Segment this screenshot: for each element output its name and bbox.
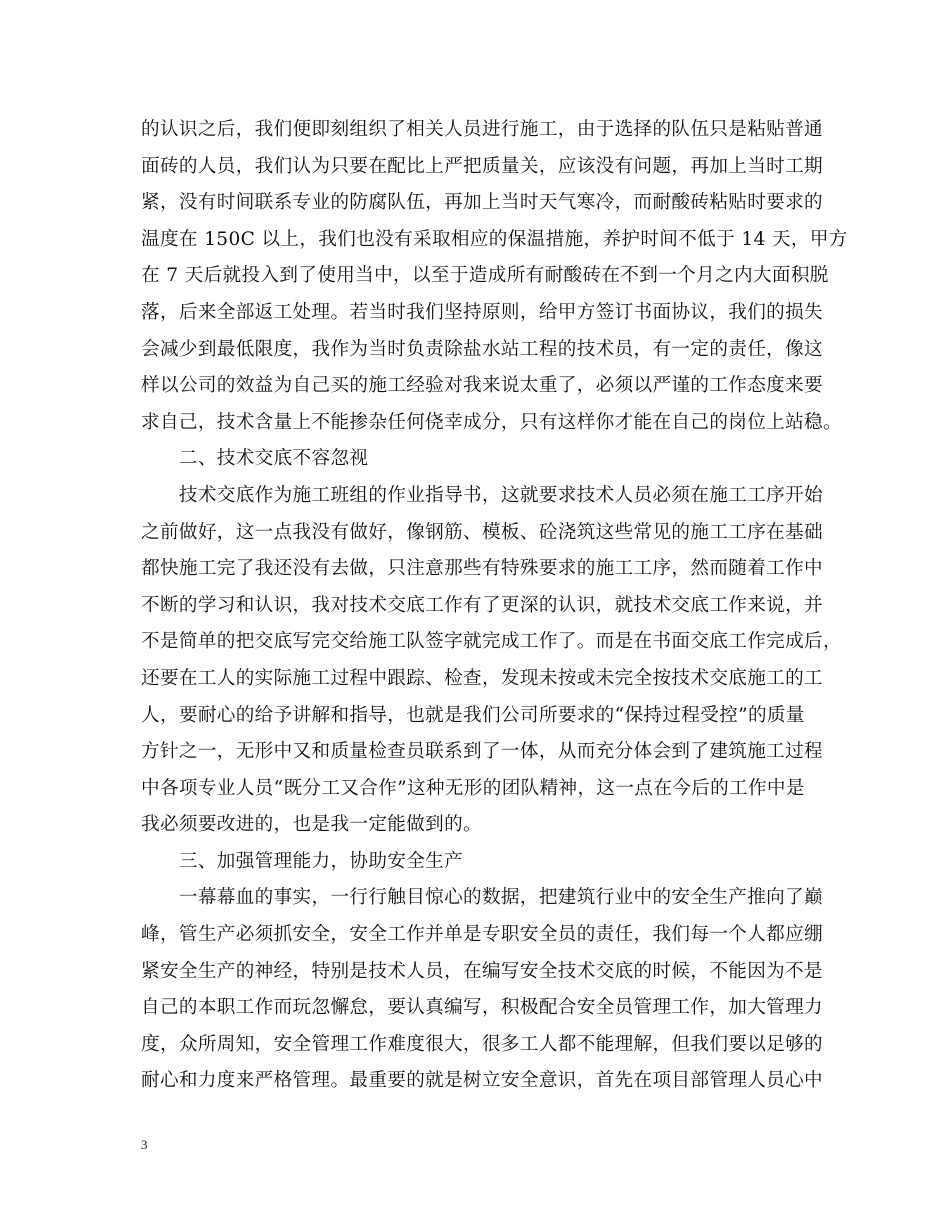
text-line: 一幕幕血的事实，一行行触目惊心的数据，把建筑行业中的安全生产推向了巅 xyxy=(141,887,823,909)
text-line: 不是简单的把交底写完交给施工队签字就完成工作了。而是在书面交底工作完成后， xyxy=(141,631,842,653)
section-heading: 二、技术交底不容忽视 xyxy=(141,448,369,470)
text-line: 技术交底作为施工班组的作业指导书，这就要求技术人员必须在施工工序开始 xyxy=(141,484,823,506)
text-line: 中各项专业人员“既分工又合作”这种无形的团队精神，这一点在今后的工作中是 xyxy=(141,777,805,799)
text-line: 人，要耐心的给予讲解和指导，也就是我们公司所要求的“保持过程受控”的质量 xyxy=(141,704,805,726)
text-line: 自己的本职工作而玩忽懈怠，要认真编写，积极配合安全员管理工作，加大管理力 xyxy=(141,997,823,1019)
text-line: 会减少到最低限度，我作为当时负责除盐水站工程的技术员，有一定的责任，像这 xyxy=(141,338,823,360)
text-line: 的认识之后，我们便即刻组织了相关人员进行施工，由于选择的队伍只是粘贴普通 xyxy=(141,119,823,140)
text-line: 紧，没有时间联系专业的防腐队伍，再加上当时天气寒冷，而耐酸砖粘贴时要求的 xyxy=(141,192,823,214)
text-line: 求自己，技术含量上不能掺杂任何侥幸成分，只有这样你才能在自己的岗位上站稳。 xyxy=(141,411,842,433)
document-body xyxy=(141,112,848,1100)
text-line: 峰，管生产必须抓安全，安全工作并单是专职安全员的责任，我们每一个人都应绷 xyxy=(141,924,823,946)
text-line: 还要在工人的实际施工过程中跟踪、检查，发现未按或未完全按技术交底施工的工 xyxy=(141,667,823,689)
text-line: 在 7 天后就投入到了使用当中，以至于造成所有耐酸砖在不到一个月之内大面积脱 xyxy=(141,265,829,287)
text-line: 紧安全生产的神经，特别是技术人员，在编写安全技术交底的时候，不能因为不是 xyxy=(141,960,823,982)
text-line: 方针之一，无形中又和质量检查员联系到了一体，从而充分体会到了建筑施工过程 xyxy=(141,741,823,763)
text-line: 都快施工完了我还没有去做，只注意那些有特殊要求的施工工序，然而随着工作中 xyxy=(141,558,823,580)
text-line: 落，后来全部返工处理。若当时我们坚持原则，给甲方签订书面协议，我们的损失 xyxy=(141,301,823,323)
text-line: 我必须要改进的，也是我一定能做到的。 xyxy=(141,814,482,836)
text-line: 度，众所周知，安全管理工作难度很大，很多工人都不能理解，但我们要以足够的 xyxy=(141,1033,823,1055)
text-line: 之前做好，这一点我没有做好，像钢筋、模板、砼浇筑这些常见的施工工序在基础 xyxy=(141,521,823,543)
text-line: 面砖的人员，我们认为只要在配比上严把质量关，应该没有问题，再加上当时工期 xyxy=(141,155,823,177)
text-line: 样以公司的效益为自己买的施工经验对我来说太重了，必须以严谨的工作态度来要 xyxy=(141,375,823,397)
page-number: 3 xyxy=(141,1137,148,1152)
text-line: 不断的学习和认识，我对技术交底工作有了更深的认识，就技术交底工作来说，并 xyxy=(141,594,823,616)
text-line: 耐心和力度来严格管理。最重要的就是树立安全意识，首先在项目部管理人员心中 xyxy=(141,1070,823,1092)
text-line: 温度在 150C 以上，我们也没有采取相应的保温措施，养护时间不低于 14 天，甲方 xyxy=(141,228,848,250)
section-heading: 三、加强管理能力，协助安全生产 xyxy=(141,850,464,872)
